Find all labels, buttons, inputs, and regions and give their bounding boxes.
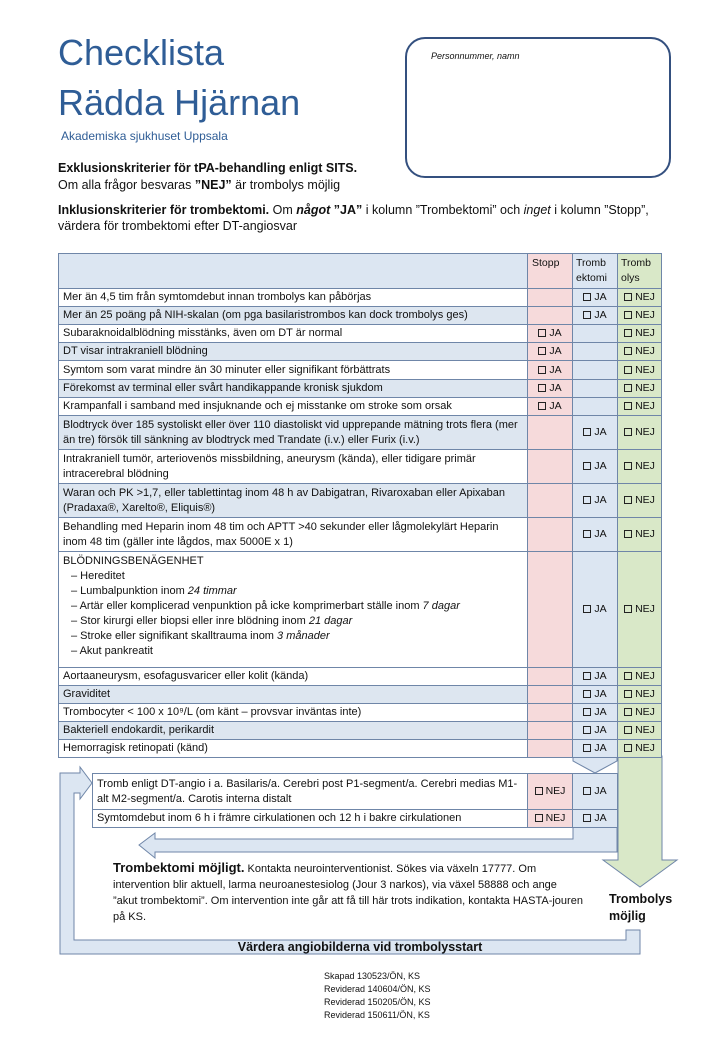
- inclusion-intro: [58, 202, 658, 234]
- trombektomi-cell: [573, 343, 618, 361]
- trombolys-cell-label: NEJ: [635, 724, 655, 736]
- stopp-cell: [528, 722, 573, 740]
- checkbox-icon[interactable]: [535, 814, 543, 822]
- criteria-text: Blodtryck över 185 systoliskt eller över 110 diastoliskt vid upprepande mätning trots flera (mer än tre) försök till sänkning av blodtryck med Trandate (i.v.) eller Furix (i.v.): [59, 416, 528, 450]
- checkbox-icon[interactable]: [538, 347, 546, 355]
- criteria-text: Symtom som varat mindre än 30 minuter eller signifikant förbättrats: [59, 361, 528, 380]
- bleeding-item-time: 7 dagar: [422, 600, 460, 612]
- trombektomi-cell[interactable]: [573, 450, 618, 484]
- criteria-row: [59, 361, 662, 380]
- checkbox-icon[interactable]: [624, 366, 632, 374]
- trombektomi-cell[interactable]: [573, 668, 618, 686]
- header-trombolys-1: Tromb: [621, 257, 651, 269]
- angio-text: Symtomdebut inom 6 h i främre cirkulationen och 12 h i bakre cirkulationen: [93, 810, 528, 828]
- trombolys-cell-label: NEJ: [635, 327, 655, 339]
- trombolys-cell[interactable]: [618, 518, 662, 552]
- bleeding-item: – Hereditet: [71, 570, 125, 582]
- checkbox-icon[interactable]: [535, 787, 543, 795]
- checkbox-icon[interactable]: [624, 347, 632, 355]
- checkbox-icon[interactable]: [624, 708, 632, 716]
- criteria-table: [58, 253, 662, 758]
- trombektomi-cell-label: JA: [594, 291, 607, 303]
- trombolys-cell-label: NEJ: [635, 688, 655, 700]
- trombolys-cell[interactable]: [618, 704, 662, 722]
- criteria-row: [59, 289, 662, 307]
- trombolys-cell-label: NEJ: [635, 670, 655, 682]
- trombolys-cell[interactable]: [618, 552, 662, 668]
- criteria-text: Intrakraniell tumör, arteriovenös missbildning, aneurysm (kända), eller tidigare primär intracerebral blödning: [59, 450, 528, 484]
- checkbox-icon[interactable]: [583, 496, 591, 504]
- bleeding-item-text: – Artär eller komplicerad venpunktion på icke komprimerbart ställe inom: [71, 600, 423, 612]
- checkbox-icon[interactable]: [624, 428, 632, 436]
- criteria-text: Aortaaneurysm, esofagusvaricer eller kolit (kända): [59, 668, 528, 686]
- criteria-text: Hemorragisk retinopati (känd): [59, 740, 528, 758]
- criteria-row: [59, 722, 662, 740]
- criteria-row: [59, 686, 662, 704]
- checkbox-icon[interactable]: [624, 293, 632, 301]
- stopp-cell[interactable]: [528, 361, 573, 380]
- exclusion-text-nej: ”NEJ”: [194, 178, 232, 192]
- stopp-cell[interactable]: [528, 810, 573, 828]
- bleeding-item: – Akut pankreatit: [71, 645, 153, 657]
- checkbox-icon[interactable]: [583, 672, 591, 680]
- trombolys-possible-2: möjlig: [609, 909, 646, 923]
- trombektomi-cell[interactable]: [573, 774, 618, 810]
- stopp-cell[interactable]: [528, 774, 573, 810]
- bleeding-item: [63, 584, 523, 599]
- trombektomi-cell[interactable]: [573, 416, 618, 450]
- trombolys-possible-1: Trombolys: [609, 892, 673, 906]
- trombolys-cell-label: NEJ: [635, 603, 655, 615]
- revision-line: Reviderad 140604/ÖN, KS: [324, 984, 431, 994]
- trombektomi-cell: [573, 361, 618, 380]
- trombolys-cell[interactable]: [618, 343, 662, 361]
- criteria-row: [59, 343, 662, 361]
- angio-table: [92, 773, 618, 828]
- evaluate-angio-label: Värdera angiobilderna vid trombolysstart: [237, 940, 483, 954]
- checkbox-icon[interactable]: [624, 726, 632, 734]
- trombektomi-cell: [573, 380, 618, 398]
- stopp-cell: [528, 552, 573, 668]
- bleeding-item-text: – Stor kirurgi eller biopsi eller inre blödning inom: [71, 615, 309, 627]
- trombolys-cell-label: NEJ: [635, 309, 655, 321]
- criteria-text: Mer än 4,5 tim från symtomdebut innan trombolys kan påbörjas: [59, 289, 528, 307]
- checkbox-icon[interactable]: [624, 744, 632, 752]
- criteria-header-blank: [59, 254, 528, 289]
- trombolys-cell[interactable]: [618, 325, 662, 343]
- checkbox-icon[interactable]: [583, 744, 591, 752]
- stopp-cell: [528, 518, 573, 552]
- stopp-cell: [528, 704, 573, 722]
- exclusion-text-a: Om alla frågor besvaras: [58, 178, 195, 192]
- criteria-text: Bakteriell endokardit, perikardit: [59, 722, 528, 740]
- criteria-row: [59, 398, 662, 416]
- trombektomi-possible-body: Kontakta neurointerventionist. Sökes via växeln 17777. Om intervention blir aktuell, larma neuroanestesiolog (Jour 3 narkos), via växel 58888 och ange ”akut trombektomi”. Om intervention inte går att få till här trots indikation, kontakta HASTA-jouren på KS.: [113, 863, 583, 923]
- patient-id-box[interactable]: [405, 37, 671, 178]
- checkbox-icon[interactable]: [583, 311, 591, 319]
- bleeding-item-time: 3 månader: [277, 630, 330, 642]
- bleeding-item-text: – Lumbalpunktion inom: [71, 585, 188, 597]
- trombolys-cell[interactable]: [618, 416, 662, 450]
- revision-line: Skapad 130523/ÖN, KS: [324, 971, 421, 981]
- angio-row: [93, 810, 618, 828]
- stopp-cell: [528, 289, 573, 307]
- criteria-row: [59, 518, 662, 552]
- angio-text: Tromb enligt DT-angio i a. Basilaris/a. Cerebri post P1-segment/a. Cerebri medias M1- alt M2-segment/a. Carotis interna distalt: [93, 774, 528, 810]
- trombektomi-cell-label: JA: [594, 724, 607, 736]
- trombektomi-cell-label: JA: [594, 785, 607, 797]
- trombolys-cell[interactable]: [618, 289, 662, 307]
- checkbox-icon[interactable]: [583, 605, 591, 613]
- trombektomi-cell[interactable]: [573, 686, 618, 704]
- patient-id-label: Personnummer, namn: [431, 51, 520, 61]
- checkbox-icon[interactable]: [624, 605, 632, 613]
- trombektomi-cell[interactable]: [573, 552, 618, 668]
- bleeding-text: [59, 552, 528, 668]
- trombolys-cell-label: NEJ: [635, 291, 655, 303]
- trombektomi-cell-label: JA: [594, 742, 607, 754]
- criteria-text: Behandling med Heparin inom 48 tim och APTT >40 sekunder eller lågmolekylärt Heparin inom 48 tim (gäller inte lågdos, max 5000E x 1): [59, 518, 528, 552]
- trombektomi-cell: [573, 398, 618, 416]
- stopp-cell-label: JA: [549, 345, 562, 357]
- trombolys-cell[interactable]: [618, 398, 662, 416]
- revision-line: Reviderad 150611/ÖN, KS: [324, 1010, 430, 1020]
- trombektomi-cell-label: JA: [594, 670, 607, 682]
- checkbox-icon[interactable]: [624, 690, 632, 698]
- criteria-header-row: [59, 254, 662, 289]
- criteria-text: DT visar intrakraniell blödning: [59, 343, 528, 361]
- bleeding-item-text: – Stroke eller signifikant skalltrauma inom: [71, 630, 278, 642]
- trombolys-cell-label: NEJ: [635, 400, 655, 412]
- criteria-row: [59, 450, 662, 484]
- checkbox-icon[interactable]: [538, 329, 546, 337]
- trombolys-cell-label: NEJ: [635, 706, 655, 718]
- header-trombolys: [618, 254, 662, 289]
- stopp-cell-label: NEJ: [545, 812, 566, 824]
- bleeding-item-time: 24 timmar: [187, 585, 237, 597]
- criteria-text: Krampanfall i samband med insjuknande och ej misstanke om stroke som orsak: [59, 398, 528, 416]
- trombektomi-possible-arrow: [139, 827, 617, 858]
- stopp-cell: [528, 668, 573, 686]
- checkbox-icon[interactable]: [624, 672, 632, 680]
- inclusion-text-c: i kolumn ”Stopp”, värdera för trombektomi efter DT-angiosvar: [58, 203, 649, 233]
- criteria-row: [59, 668, 662, 686]
- trombolys-cell[interactable]: [618, 740, 662, 758]
- criteria-text: Trombocyter < 100 x 10⁹/L (om känt – provsvar inväntas inte): [59, 704, 528, 722]
- criteria-text: Subaraknoidalblödning misstänks, även om DT är normal: [59, 325, 528, 343]
- criteria-text: Mer än 25 poäng på NIH-skalan (om pga basilaristrombos kan dock trombolys ges): [59, 307, 528, 325]
- trombektomi-cell[interactable]: [573, 704, 618, 722]
- trombolys-cell-label: NEJ: [635, 742, 655, 754]
- trombektomi-cell-label: JA: [594, 603, 607, 615]
- trombektomi-cell[interactable]: [573, 518, 618, 552]
- trombektomi-cell[interactable]: [573, 810, 618, 828]
- stopp-cell[interactable]: [528, 343, 573, 361]
- trombektomi-cell[interactable]: [573, 484, 618, 518]
- inclusion-text-ja: ”JA”: [330, 203, 363, 217]
- trombektomi-cell-label: JA: [594, 460, 607, 472]
- trombolys-cell[interactable]: [618, 361, 662, 380]
- criteria-row: [59, 307, 662, 325]
- checkbox-icon[interactable]: [538, 366, 546, 374]
- trombolys-cell[interactable]: [618, 722, 662, 740]
- trombektomi-cell-label: JA: [594, 688, 607, 700]
- trombektomi-cell[interactable]: [573, 307, 618, 325]
- trombolys-cell[interactable]: [618, 380, 662, 398]
- stopp-cell[interactable]: [528, 380, 573, 398]
- trombektomi-down-arrow: [573, 756, 617, 773]
- checkbox-icon[interactable]: [624, 496, 632, 504]
- header-trombektomi-1: Tromb: [576, 257, 606, 269]
- trombektomi-cell-label: JA: [594, 706, 607, 718]
- inclusion-text-nagot: något: [296, 203, 331, 217]
- checkbox-icon[interactable]: [624, 329, 632, 337]
- stopp-cell: [528, 686, 573, 704]
- checkbox-icon[interactable]: [583, 530, 591, 538]
- checkbox-icon[interactable]: [583, 293, 591, 301]
- bleeding-item: [63, 629, 523, 644]
- checkbox-icon[interactable]: [583, 787, 591, 795]
- header-trombektomi: [573, 254, 618, 289]
- trombektomi-cell[interactable]: [573, 740, 618, 758]
- trombektomi-cell[interactable]: [573, 722, 618, 740]
- bleeding-heading: BLÖDNINGSBENÄGENHET: [63, 555, 204, 567]
- trombektomi-cell-label: JA: [594, 528, 607, 540]
- stopp-cell-label: JA: [549, 363, 562, 376]
- trombektomi-cell-label: JA: [594, 426, 607, 438]
- criteria-text: Waran och PK >1,7, eller tablettintag inom 48 h av Dabigatran, Rivaroxaban eller Apixaban (Pradaxa®, Xarelto®, Eliquis®): [59, 484, 528, 518]
- inclusion-heading: Inklusionskriterier för trombektomi.: [58, 203, 270, 217]
- checkbox-icon[interactable]: [624, 384, 632, 392]
- header-trombektomi-2: ektomi: [576, 272, 607, 284]
- trombolys-cell-label: NEJ: [635, 426, 655, 438]
- trombektomi-cell-label: JA: [594, 494, 607, 506]
- criteria-row: [59, 380, 662, 398]
- criteria-row: [59, 416, 662, 450]
- stopp-cell[interactable]: [528, 398, 573, 416]
- criteria-text: Graviditet: [59, 686, 528, 704]
- stopp-cell-label: JA: [549, 327, 562, 339]
- trombolys-possible-label: [609, 891, 699, 925]
- trombolys-cell[interactable]: [618, 450, 662, 484]
- inclusion-text-inget: inget: [523, 203, 551, 217]
- revision-line: Reviderad 150205/ÖN, KS: [324, 997, 431, 1007]
- checkbox-icon[interactable]: [538, 402, 546, 410]
- criteria-text: Förekomst av terminal eller svårt handikappande kronisk sjukdom: [59, 380, 528, 398]
- checkbox-icon[interactable]: [538, 384, 546, 392]
- exclusion-heading: Exklusionskriterier för tPA-behandling enligt SITS.: [58, 161, 358, 175]
- criteria-row: [59, 740, 662, 758]
- trombektomi-possible-heading: Trombektomi möjligt.: [113, 860, 245, 875]
- checkbox-icon[interactable]: [624, 462, 632, 470]
- trombolys-cell[interactable]: [618, 668, 662, 686]
- stopp-cell-label: JA: [549, 400, 562, 412]
- checkbox-icon[interactable]: [583, 428, 591, 436]
- bleeding-item: [63, 614, 523, 629]
- checkbox-icon[interactable]: [624, 530, 632, 538]
- checkbox-icon[interactable]: [624, 311, 632, 319]
- stopp-cell: [528, 307, 573, 325]
- checkbox-icon[interactable]: [583, 726, 591, 734]
- trombolys-cell-label: NEJ: [635, 382, 655, 394]
- trombolys-cell[interactable]: [618, 307, 662, 325]
- trombolys-cell[interactable]: [618, 484, 662, 518]
- exclusion-text-b: är trombolys möjlig: [231, 178, 341, 192]
- trombolys-cell-label: NEJ: [635, 363, 655, 376]
- exclusion-intro: [58, 160, 418, 194]
- stopp-cell: [528, 484, 573, 518]
- inclusion-text-b: i kolumn ”Trombektomi” och: [362, 203, 524, 217]
- criteria-row: [59, 325, 662, 343]
- inclusion-text-a: Om: [269, 203, 297, 217]
- trombektomi-cell-label: JA: [594, 812, 607, 824]
- trombolys-cell-label: NEJ: [635, 345, 655, 357]
- trombektomi-possible-text: [113, 860, 583, 925]
- trombolys-cell-label: NEJ: [635, 494, 655, 506]
- trombektomi-cell-label: JA: [594, 309, 607, 321]
- checkbox-icon[interactable]: [583, 814, 591, 822]
- trombektomi-cell[interactable]: [573, 289, 618, 307]
- bleeding-row: [59, 552, 662, 668]
- checkbox-icon[interactable]: [583, 462, 591, 470]
- hospital-name: Akademiska sjukhuset Uppsala: [61, 129, 228, 143]
- header-stopp: Stopp: [528, 254, 573, 289]
- checkbox-icon[interactable]: [583, 690, 591, 698]
- page-title-line1: Checklista: [58, 32, 225, 73]
- trombolys-cell[interactable]: [618, 686, 662, 704]
- page-title-line2: Rädda Hjärnan: [58, 82, 301, 123]
- header-trombolys-2: olys: [621, 272, 640, 284]
- trombektomi-cell: [573, 325, 618, 343]
- checkbox-icon[interactable]: [624, 402, 632, 410]
- stopp-cell[interactable]: [528, 325, 573, 343]
- stopp-cell-label: NEJ: [545, 785, 566, 797]
- bleeding-item-time: 21 dagar: [308, 615, 353, 627]
- checkbox-icon[interactable]: [583, 708, 591, 716]
- angio-row: [93, 774, 618, 810]
- stopp-cell: [528, 450, 573, 484]
- criteria-row: [59, 484, 662, 518]
- revision-footer: [324, 970, 431, 1022]
- stopp-cell: [528, 416, 573, 450]
- stopp-cell-label: JA: [549, 382, 562, 394]
- bleeding-item: [63, 599, 523, 614]
- criteria-row: [59, 704, 662, 722]
- trombolys-cell-label: NEJ: [635, 528, 655, 540]
- trombolys-cell-label: NEJ: [635, 460, 655, 472]
- stopp-cell: [528, 740, 573, 758]
